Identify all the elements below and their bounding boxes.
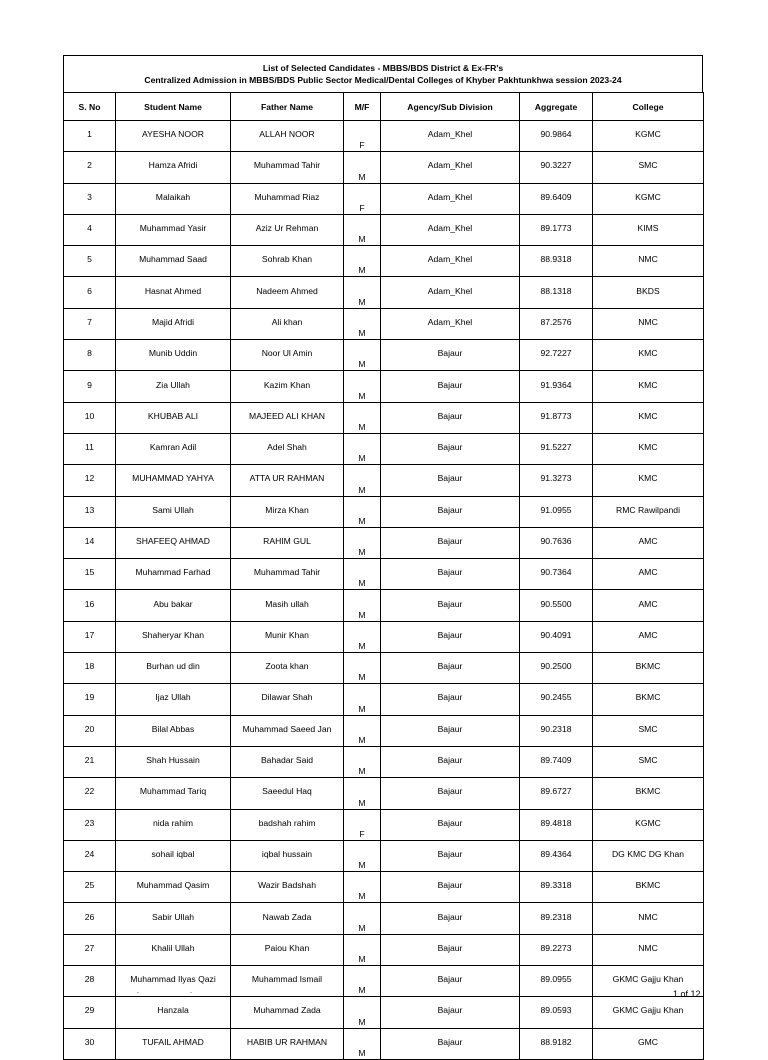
- cell-sno: 16: [64, 590, 116, 621]
- cell-gender: M: [344, 997, 381, 1028]
- cell-father-name: Muhammad Saeed Jan: [231, 715, 344, 746]
- cell-student-name: Hanzala: [116, 997, 231, 1028]
- cell-father-name: Muhammad Tahir: [231, 152, 344, 183]
- cell-aggregate: 88.1318: [520, 277, 593, 308]
- cell-student-name: Muhammad Yasir: [116, 214, 231, 245]
- table-row: [64, 371, 704, 402]
- cell-sno: 12: [64, 465, 116, 496]
- cell-agency: Bajaur: [381, 621, 520, 652]
- cell-sno: 8: [64, 340, 116, 371]
- cell-father-name: MAJEED ALI KHAN: [231, 402, 344, 433]
- table-row: [64, 621, 704, 652]
- cell-sno: 20: [64, 715, 116, 746]
- cell-father-name: Ali khan: [231, 308, 344, 339]
- cell-father-name: Nadeem Ahmed: [231, 277, 344, 308]
- cell-gender: M: [344, 778, 381, 809]
- cell-gender: M: [344, 340, 381, 371]
- cell-sno: 21: [64, 746, 116, 777]
- cell-father-name: iqbal hussain: [231, 840, 344, 871]
- cell-agency: Adam_Khel: [381, 121, 520, 152]
- cell-gender: M: [344, 527, 381, 558]
- cell-agency: Bajaur: [381, 340, 520, 371]
- header-aggregate: Aggregate: [520, 93, 593, 121]
- cell-sno: 29: [64, 997, 116, 1028]
- cell-college: KIMS: [593, 214, 704, 245]
- cell-college: KGMC: [593, 121, 704, 152]
- table-row: [64, 340, 704, 371]
- cell-father-name: ATTA UR RAHMAN: [231, 465, 344, 496]
- cell-sno: 10: [64, 402, 116, 433]
- cell-father-name: HABIB UR RAHMAN: [231, 1028, 344, 1059]
- cell-student-name: nida rahim: [116, 809, 231, 840]
- cell-gender: M: [344, 903, 381, 934]
- cell-sno: 30: [64, 1028, 116, 1059]
- cell-student-name: Shaheryar Khan: [116, 621, 231, 652]
- candidates-table: [63, 92, 704, 1060]
- cell-college: KMC: [593, 433, 704, 464]
- cell-sno: 25: [64, 872, 116, 903]
- table-row: [64, 778, 704, 809]
- title-line-2: Centralized Admission in MBBS/BDS Public Sector Medical/Dental Colleges of Khyber Pakhtunkhwa session 2023-24: [144, 75, 622, 85]
- cell-agency: Bajaur: [381, 433, 520, 464]
- cell-gender: M: [344, 402, 381, 433]
- cell-sno: 14: [64, 527, 116, 558]
- table-row: [64, 402, 704, 433]
- cell-sno: 17: [64, 621, 116, 652]
- cell-aggregate: 91.0955: [520, 496, 593, 527]
- cell-college: SMC: [593, 746, 704, 777]
- cell-father-name: Noor Ul Amin: [231, 340, 344, 371]
- cell-gender: M: [344, 653, 381, 684]
- cell-agency: Bajaur: [381, 746, 520, 777]
- cell-gender: M: [344, 465, 381, 496]
- cell-gender: F: [344, 183, 381, 214]
- cell-agency: Bajaur: [381, 496, 520, 527]
- cell-college: DG KMC DG Khan: [593, 840, 704, 871]
- cell-gender: F: [344, 121, 381, 152]
- cell-college: KGMC: [593, 809, 704, 840]
- cell-gender: M: [344, 559, 381, 590]
- cell-father-name: Muhammad Riaz: [231, 183, 344, 214]
- header-sno: S. No: [64, 93, 116, 121]
- cell-aggregate: 91.3273: [520, 465, 593, 496]
- cell-aggregate: 89.3318: [520, 872, 593, 903]
- table-row: [64, 433, 704, 464]
- cell-father-name: RAHIM GUL: [231, 527, 344, 558]
- cell-gender: M: [344, 840, 381, 871]
- cell-college: RMC Rawilpandi: [593, 496, 704, 527]
- cell-gender: M: [344, 715, 381, 746]
- table-row: [64, 715, 704, 746]
- cell-aggregate: 90.2318: [520, 715, 593, 746]
- cell-student-name: Kamran Adil: [116, 433, 231, 464]
- cell-college: GKMC Gajju Khan: [593, 966, 704, 997]
- cell-agency: Bajaur: [381, 1028, 520, 1059]
- table-row: [64, 997, 704, 1028]
- cell-college: BKMC: [593, 653, 704, 684]
- cell-student-name: Ijaz Ullah: [116, 684, 231, 715]
- cell-sno: 11: [64, 433, 116, 464]
- cell-father-name: Masih ullah: [231, 590, 344, 621]
- cell-agency: Bajaur: [381, 527, 520, 558]
- cell-aggregate: 89.2273: [520, 934, 593, 965]
- cell-student-name: Zia Ullah: [116, 371, 231, 402]
- cell-student-name: Malaikah: [116, 183, 231, 214]
- cell-college: KMC: [593, 402, 704, 433]
- cell-gender: M: [344, 1028, 381, 1059]
- cell-gender: M: [344, 746, 381, 777]
- table-row: [64, 809, 704, 840]
- cell-student-name: Muhammad Saad: [116, 246, 231, 277]
- cell-aggregate: 90.5500: [520, 590, 593, 621]
- cell-agency: Bajaur: [381, 840, 520, 871]
- header-gender: M/F: [344, 93, 381, 121]
- cell-agency: Bajaur: [381, 966, 520, 997]
- cell-college: BKMC: [593, 778, 704, 809]
- cell-student-name: Muhammad Qasim: [116, 872, 231, 903]
- table-row: [64, 277, 704, 308]
- cell-student-name: Muhammad Farhad: [116, 559, 231, 590]
- cell-aggregate: 90.2455: [520, 684, 593, 715]
- cell-gender: M: [344, 966, 381, 997]
- cell-aggregate: 89.4818: [520, 809, 593, 840]
- cell-aggregate: 88.9318: [520, 246, 593, 277]
- cell-student-name: Hasnat Ahmed: [116, 277, 231, 308]
- cell-father-name: Muhammad Zada: [231, 997, 344, 1028]
- footer-mark: [190, 992, 192, 993]
- cell-gender: M: [344, 496, 381, 527]
- cell-agency: Adam_Khel: [381, 152, 520, 183]
- cell-student-name: Abu bakar: [116, 590, 231, 621]
- table-row: [64, 465, 704, 496]
- cell-sno: 9: [64, 371, 116, 402]
- cell-aggregate: 89.0593: [520, 997, 593, 1028]
- cell-gender: M: [344, 371, 381, 402]
- cell-college: AMC: [593, 527, 704, 558]
- cell-aggregate: 89.4364: [520, 840, 593, 871]
- document-page: [63, 55, 703, 1060]
- table-row: [64, 152, 704, 183]
- cell-father-name: Muhammad Tahir: [231, 559, 344, 590]
- footer-mark: [137, 992, 139, 993]
- cell-gender: M: [344, 308, 381, 339]
- cell-college: KMC: [593, 371, 704, 402]
- cell-student-name: SHAFEEQ AHMAD: [116, 527, 231, 558]
- cell-college: KMC: [593, 465, 704, 496]
- header-college: College: [593, 93, 704, 121]
- cell-student-name: Munib Uddin: [116, 340, 231, 371]
- cell-gender: F: [344, 809, 381, 840]
- cell-aggregate: 90.2500: [520, 653, 593, 684]
- cell-aggregate: 90.7636: [520, 527, 593, 558]
- table-row: [64, 527, 704, 558]
- cell-student-name: Khalil Ullah: [116, 934, 231, 965]
- cell-college: BKMC: [593, 684, 704, 715]
- cell-college: NMC: [593, 903, 704, 934]
- cell-gender: M: [344, 934, 381, 965]
- cell-student-name: Sabir Ullah: [116, 903, 231, 934]
- table-header-row: [64, 93, 704, 121]
- cell-college: SMC: [593, 715, 704, 746]
- cell-agency: Bajaur: [381, 653, 520, 684]
- cell-sno: 4: [64, 214, 116, 245]
- cell-sno: 5: [64, 246, 116, 277]
- table-row: [64, 246, 704, 277]
- table-row: [64, 903, 704, 934]
- cell-agency: Bajaur: [381, 934, 520, 965]
- cell-gender: M: [344, 214, 381, 245]
- cell-father-name: Dilawar Shah: [231, 684, 344, 715]
- cell-student-name: sohail iqbal: [116, 840, 231, 871]
- cell-agency: Bajaur: [381, 684, 520, 715]
- cell-agency: Adam_Khel: [381, 308, 520, 339]
- cell-aggregate: 89.0955: [520, 966, 593, 997]
- cell-agency: Bajaur: [381, 778, 520, 809]
- cell-agency: Adam_Khel: [381, 277, 520, 308]
- cell-father-name: Wazir Badshah: [231, 872, 344, 903]
- cell-college: AMC: [593, 590, 704, 621]
- cell-agency: Adam_Khel: [381, 246, 520, 277]
- cell-sno: 15: [64, 559, 116, 590]
- cell-agency: Bajaur: [381, 903, 520, 934]
- cell-gender: M: [344, 246, 381, 277]
- cell-agency: Bajaur: [381, 997, 520, 1028]
- cell-agency: Adam_Khel: [381, 183, 520, 214]
- cell-student-name: Muhammad Ilyas Qazi: [116, 966, 231, 997]
- table-row: [64, 966, 704, 997]
- cell-aggregate: 89.6727: [520, 778, 593, 809]
- cell-college: KMC: [593, 340, 704, 371]
- cell-aggregate: 88.9182: [520, 1028, 593, 1059]
- cell-father-name: Nawab Zada: [231, 903, 344, 934]
- cell-gender: M: [344, 872, 381, 903]
- cell-father-name: Paiou Khan: [231, 934, 344, 965]
- cell-agency: Bajaur: [381, 809, 520, 840]
- cell-college: AMC: [593, 621, 704, 652]
- cell-father-name: Adel Shah: [231, 433, 344, 464]
- cell-father-name: Muhammad Ismail: [231, 966, 344, 997]
- cell-sno: 7: [64, 308, 116, 339]
- cell-student-name: TUFAIL AHMAD: [116, 1028, 231, 1059]
- table-row: [64, 840, 704, 871]
- cell-aggregate: 89.6409: [520, 183, 593, 214]
- cell-father-name: Kazim Khan: [231, 371, 344, 402]
- cell-college: BKDS: [593, 277, 704, 308]
- cell-sno: 28: [64, 966, 116, 997]
- table-row: [64, 653, 704, 684]
- cell-sno: 1: [64, 121, 116, 152]
- table-row: [64, 684, 704, 715]
- cell-college: AMC: [593, 559, 704, 590]
- cell-gender: M: [344, 621, 381, 652]
- cell-gender: M: [344, 684, 381, 715]
- cell-agency: Bajaur: [381, 371, 520, 402]
- cell-college: GMC: [593, 1028, 704, 1059]
- table-row: [64, 1028, 704, 1059]
- cell-sno: 2: [64, 152, 116, 183]
- cell-student-name: MUHAMMAD YAHYA: [116, 465, 231, 496]
- cell-student-name: Hamza Afridi: [116, 152, 231, 183]
- table-row: [64, 214, 704, 245]
- cell-college: NMC: [593, 246, 704, 277]
- cell-father-name: Aziz Ur Rehman: [231, 214, 344, 245]
- cell-agency: Bajaur: [381, 715, 520, 746]
- table-row: [64, 559, 704, 590]
- cell-agency: Bajaur: [381, 559, 520, 590]
- cell-student-name: Sami Ullah: [116, 496, 231, 527]
- cell-student-name: Shah Hussain: [116, 746, 231, 777]
- table-body: [64, 121, 704, 1060]
- table-row: [64, 746, 704, 777]
- cell-college: NMC: [593, 308, 704, 339]
- cell-agency: Bajaur: [381, 872, 520, 903]
- cell-student-name: Majid Afridi: [116, 308, 231, 339]
- table-row: [64, 590, 704, 621]
- cell-agency: Adam_Khel: [381, 214, 520, 245]
- cell-father-name: Sohrab Khan: [231, 246, 344, 277]
- cell-sno: 26: [64, 903, 116, 934]
- cell-college: GKMC Gajju Khan: [593, 997, 704, 1028]
- table-row: [64, 934, 704, 965]
- cell-sno: 27: [64, 934, 116, 965]
- cell-father-name: Zoota khan: [231, 653, 344, 684]
- title-line-1: List of Selected Candidates - MBBS/BDS District & Ex-FR's: [262, 63, 504, 73]
- cell-father-name: Mirza Khan: [231, 496, 344, 527]
- cell-father-name: Munir Khan: [231, 621, 344, 652]
- table-row: [64, 183, 704, 214]
- table-row: [64, 496, 704, 527]
- cell-agency: Bajaur: [381, 402, 520, 433]
- cell-aggregate: 89.1773: [520, 214, 593, 245]
- cell-student-name: Muhammad Tariq: [116, 778, 231, 809]
- cell-agency: Bajaur: [381, 465, 520, 496]
- cell-aggregate: 91.8773: [520, 402, 593, 433]
- page-indicator: 1 of 12: [673, 989, 701, 999]
- cell-aggregate: 91.5227: [520, 433, 593, 464]
- table-row: [64, 121, 704, 152]
- cell-gender: M: [344, 152, 381, 183]
- cell-gender: M: [344, 277, 381, 308]
- cell-sno: 18: [64, 653, 116, 684]
- cell-father-name: ALLAH NOOR: [231, 121, 344, 152]
- cell-college: SMC: [593, 152, 704, 183]
- cell-student-name: Bilal Abbas: [116, 715, 231, 746]
- cell-aggregate: 90.7364: [520, 559, 593, 590]
- cell-student-name: AYESHA NOOR: [116, 121, 231, 152]
- cell-sno: 13: [64, 496, 116, 527]
- header-father-name: Father Name: [231, 93, 344, 121]
- cell-gender: M: [344, 433, 381, 464]
- cell-agency: Bajaur: [381, 590, 520, 621]
- cell-aggregate: 89.7409: [520, 746, 593, 777]
- cell-sno: 19: [64, 684, 116, 715]
- header-agency: Agency/Sub Division: [381, 93, 520, 121]
- header-student-name: Student Name: [116, 93, 231, 121]
- cell-aggregate: 90.3227: [520, 152, 593, 183]
- table-row: [64, 872, 704, 903]
- cell-sno: 23: [64, 809, 116, 840]
- cell-father-name: Saeedul Haq: [231, 778, 344, 809]
- cell-father-name: badshah rahim: [231, 809, 344, 840]
- cell-aggregate: 89.2318: [520, 903, 593, 934]
- cell-sno: 6: [64, 277, 116, 308]
- cell-college: NMC: [593, 934, 704, 965]
- cell-sno: 24: [64, 840, 116, 871]
- table-row: [64, 308, 704, 339]
- cell-aggregate: 92.7227: [520, 340, 593, 371]
- cell-college: KGMC: [593, 183, 704, 214]
- cell-gender: M: [344, 590, 381, 621]
- cell-sno: 3: [64, 183, 116, 214]
- document-title: [63, 55, 703, 92]
- cell-aggregate: 90.9864: [520, 121, 593, 152]
- cell-aggregate: 91.9364: [520, 371, 593, 402]
- cell-aggregate: 87.2576: [520, 308, 593, 339]
- cell-father-name: Bahadar Said: [231, 746, 344, 777]
- cell-student-name: KHUBAB ALI: [116, 402, 231, 433]
- cell-student-name: Burhan ud din: [116, 653, 231, 684]
- cell-college: BKMC: [593, 872, 704, 903]
- cell-aggregate: 90.4091: [520, 621, 593, 652]
- cell-sno: 22: [64, 778, 116, 809]
